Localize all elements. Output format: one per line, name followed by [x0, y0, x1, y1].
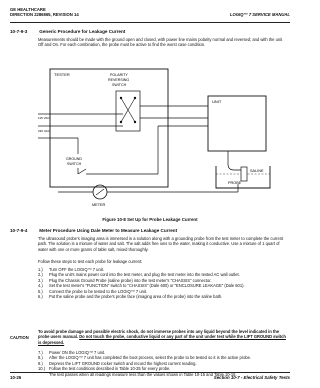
- section-title: Generic Procedure for Leakage Current: [39, 29, 126, 34]
- step-number: 10.): [38, 366, 46, 372]
- steps-list: [38, 267, 288, 299]
- step-text: Plug the Chassis Ground Probe (saline probe) into the test meter's "CHASSIS" connector.: [49, 277, 212, 283]
- header-left: [10, 7, 79, 17]
- unit-label: UNIT: [212, 99, 222, 104]
- section-1-body: Measurements should be made with the ground open and closed, with power line mains polarity normal and reversed; and with the unit Off and On. For each combination, the probe must be active to find the worst case condition.: [38, 37, 283, 48]
- step-number: 7.): [38, 350, 43, 355]
- caution-text-a: To avoid probe damage and possible electric shock, do not immerse probes into any liquid beyond the level indicated in the probe users manual.: [38, 329, 280, 340]
- ground-switch-label: SWITCH: [67, 162, 82, 166]
- section-heading-1: [10, 29, 125, 34]
- switch-label: SWITCH: [112, 83, 127, 87]
- header-direction: DIRECTION 2286865, REVISION 14: [10, 12, 79, 18]
- saline-label: SALINE: [250, 169, 264, 173]
- caution-box: [10, 329, 288, 345]
- step-text: Set the test meter's "FUNCTION" switch to "CHASSIS" (Dale 600) or "ENCLOSURE LEAKAGE" (Dale 601).: [49, 283, 245, 289]
- step-text: Connect the probe to be tested to the LOGIQ™ 7 unit.: [49, 288, 148, 294]
- step-text: Put the saline probe and the probe's probe face (imaging area of the probe) into the saline bath.: [49, 294, 223, 300]
- leakage-setup-diagram: [38, 66, 278, 216]
- page-header: [10, 7, 290, 23]
- figure-caption: Figure 10-8 Set Up for Probe Leakage Current: [102, 217, 198, 222]
- step-number: 1.): [38, 267, 43, 272]
- ground-switch: [78, 169, 86, 174]
- header-company: GE HEALTHCARE: [10, 7, 46, 12]
- caution-text: [38, 329, 288, 345]
- step-text: After the LOGIQ™ 7 unit has completed the boot process, select the probe to be tested so it is the active probe.: [49, 355, 252, 361]
- step-item: [38, 294, 288, 299]
- step-number: 5.): [38, 288, 43, 294]
- probe-label: PROBE: [228, 181, 242, 185]
- caution-text-b: Do not touch the probe, conductive liquid or any part of the unit under test while the LIFT GROUND switch is depressed.: [38, 334, 286, 345]
- step-number: 8.): [38, 355, 43, 361]
- ground-label: GROUND: [66, 157, 82, 161]
- unit-box: [208, 96, 266, 151]
- section-heading-2: [10, 228, 177, 233]
- step-text: Plug the unit's mains power cord into the test meter, and plug the test meter into the tested AC wall outlet.: [49, 272, 240, 278]
- section-number: 10-7-9-3: [10, 29, 28, 34]
- step-number: 3.): [38, 277, 43, 283]
- polarity-label: POLARITY: [110, 73, 128, 77]
- step-text: Turn OFF the LOGIQ™ 7 unit.: [49, 267, 104, 272]
- step-text: Power ON the LOGIQ™ 7 unit.: [49, 350, 106, 355]
- probe-shape: [241, 167, 247, 181]
- reversing-label: REVERSING: [108, 78, 130, 82]
- tester-box: [50, 69, 168, 187]
- caution-label: CAUTION: [10, 335, 29, 340]
- polarity-switch: [116, 91, 140, 131]
- vac-label-1: 115 VAC: [38, 116, 50, 120]
- section-number-2: 10-7-9-4: [10, 228, 28, 233]
- meter-label: METER: [92, 203, 106, 207]
- step-number: 6.): [38, 294, 43, 300]
- footer-section: Section 10-7 - Electrical Safety Tests: [213, 375, 290, 380]
- step-number: 9.): [38, 360, 43, 366]
- header-manual: LOGIQ™ 7 SERVICE MANUAL: [229, 12, 290, 17]
- vac-label-2: 230 VAC: [38, 129, 50, 133]
- tester-label: TESTER: [54, 72, 70, 77]
- section-title-2: Meter Procedure Using Dale Meter to Measure Leakage Current: [39, 228, 178, 233]
- page-footer: [10, 372, 290, 382]
- section-2-body: The ultrasound probe's imaging area is immersed in a solution along with a grounding probe from the test meter to complete the current path. The solution is a mixture of water and salt. The salt adds free ions to the water, making it conductive. Use a mixture of 1 quart of water with one or more grams of table salt, mixed thoroughly.: [38, 236, 284, 252]
- step-number: 4.): [38, 283, 43, 289]
- step-text: Depress the LIFT GROUND rocker switch and record the highest current reading.: [49, 360, 197, 366]
- step-number: 2.): [38, 272, 43, 278]
- step-text: Follow the test conditions described in Table 10-25 for every probe.: [49, 366, 171, 372]
- page-number: 10-26: [10, 375, 22, 380]
- step-item: [38, 366, 288, 371]
- steps-intro: Follow these steps to test each probe for leakage current:: [38, 259, 143, 264]
- closing-text: The test passes when all readings measure less than the values shown in Table 10-15 and Table 10-16.: [49, 371, 237, 377]
- probe-leakage-figure: [38, 66, 278, 216]
